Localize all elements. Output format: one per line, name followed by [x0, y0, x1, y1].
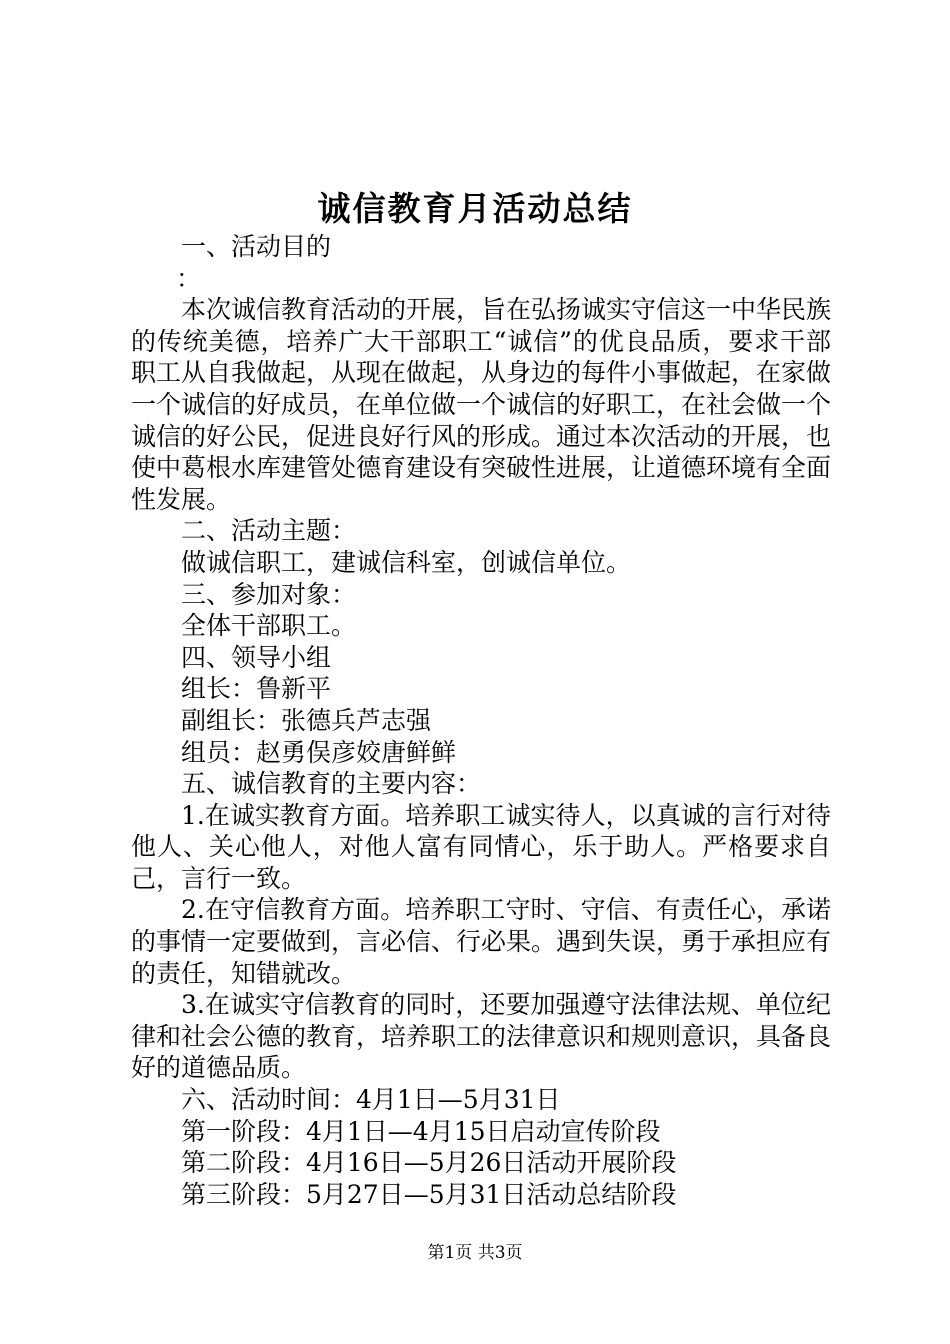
members-line: 组员：赵勇俣彦姣唐鲜鲜 — [181, 737, 457, 767]
purpose-paragraph: 本次诚信教育活动的开展，旨在弘扬诚实守信这一中华民族的传统美德，培养广大干部职工“诚信”的优良品质，要求干部职工从自我做起，从现在做起，从身边的每件小事做起，在家做一个诚信的好成员，在单位做一个诚信的好职工，在社会做一个诚信的好公民，促进良好行风的形成。通过本次活动的开展，也使中葛根水库建管处德育建设有突破性进展，让道德环境有全面性发展。 — [131, 295, 832, 514]
leader-line: 组长：鲁新平 — [181, 674, 332, 704]
document-body — [131, 231, 831, 1210]
participants-text: 全体干部职工。 — [181, 611, 357, 641]
theme-text: 做诚信职工，建诚信科室，创诚信单位。 — [181, 547, 632, 577]
content-item-2: 2.在守信教育方面。培养职工守时、守信、有责任心，承诺的事情一定要做到，言必信、行必果。遇到失误，勇于承担应有的责任，知错就改。 — [131, 895, 832, 988]
section-heading-theme: 二、活动主题： — [181, 516, 357, 546]
stray-colon: ： — [176, 263, 202, 293]
schedule-phase-3: 第三阶段：5月27日—5月31日活动总结阶段 — [181, 1179, 677, 1209]
section-heading-content: 五、诚信教育的主要内容： — [181, 769, 482, 799]
content-item-3: 3.在诚实守信教育的同时，还要加强遵守法律法规、单位纪律和社会公德的教育，培养职工的法律意识和规则意识，具备良好的道德品质。 — [131, 990, 832, 1083]
section-heading-purpose: 一、活动目的 — [181, 232, 332, 261]
schedule-phase-2: 第二阶段：4月16日—5月26日活动开展阶段 — [181, 1148, 677, 1178]
section-heading-participants: 三、参加对象： — [181, 579, 357, 609]
section-heading-leadership: 四、领导小组 — [181, 642, 332, 672]
section-heading-schedule: 六、活动时间：4月1日—5月31日 — [181, 1085, 561, 1115]
page-footer: 第1页 共3页 — [427, 1243, 523, 1263]
content-item-1: 1.在诚实教育方面。培养职工诚实待人，以真诚的言行对待他人、关心他人，对他人富有同情心，乐于助人。严格要求自己，言行一致。 — [131, 800, 831, 893]
document-title: 诚信教育月活动总结 — [317, 189, 633, 228]
schedule-phase-1: 第一阶段：4月1日—4月15日启动宣传阶段 — [181, 1116, 661, 1146]
deputy-leader-line: 副组长：张德兵芦志强 — [181, 705, 432, 735]
